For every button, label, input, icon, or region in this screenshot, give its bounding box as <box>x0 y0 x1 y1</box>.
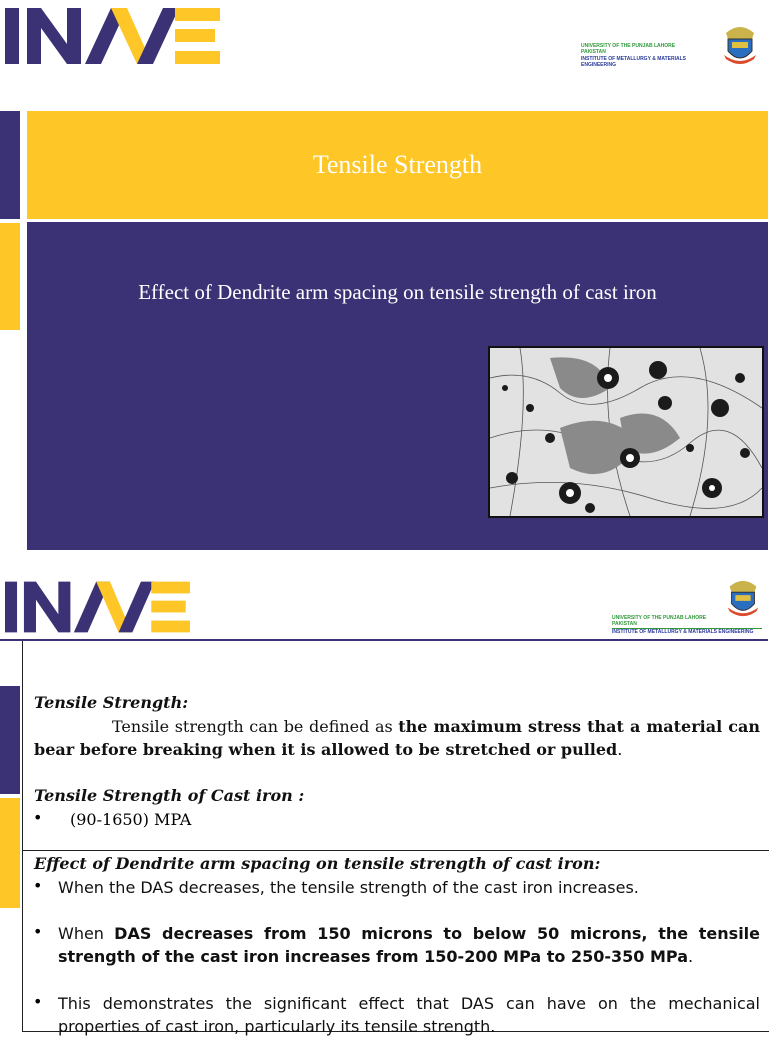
bullet2-prefix: When <box>58 924 115 943</box>
definition-paragraph <box>34 715 760 761</box>
content-band <box>27 222 768 550</box>
left-accent-bar-yellow-2 <box>0 798 20 908</box>
left-accent-bar-yellow <box>0 223 20 330</box>
institute-name: INSTITUTE OF METALLURGY & MATERIALS ENGINEERING <box>581 56 686 68</box>
definition-suffix: . <box>617 740 623 759</box>
university-country-2: PAKISTAN <box>612 620 637 627</box>
inme-logo <box>5 4 220 68</box>
bullet-dot: • <box>33 876 43 895</box>
left-accent-bar <box>0 111 20 219</box>
slide-2 <box>0 568 768 1036</box>
bullet2-bold: DAS decreases from 150 microns to below 50 microns, the tensile strength of the cast iron increases from 150-200 MPa to 250-350 MPa <box>58 924 761 966</box>
cast-iron-range: (90-1650) MPA <box>70 810 192 829</box>
university-crest-icon <box>718 25 762 70</box>
slide-subtitle: Effect of Dendrite arm spacing on tensile strength of cast iron <box>138 280 657 304</box>
heading-cast-iron: Tensile Strength of Cast iron : <box>34 786 305 805</box>
institute-name-2: INSTITUTE OF METALLURGY & MATERIALS ENGINEERING <box>612 629 754 635</box>
bullet-dot: • <box>33 808 43 827</box>
left-accent-bar-2 <box>0 686 20 794</box>
microstructure-image <box>488 346 764 518</box>
university-country: PAKISTAN <box>581 48 606 55</box>
heading-tensile-strength: Tensile Strength: <box>34 693 189 712</box>
definition-prefix: Tensile strength can be defined as <box>112 717 399 736</box>
university-label <box>581 44 721 68</box>
bullet-dot: • <box>33 992 43 1011</box>
inme-logo-2 <box>5 578 190 636</box>
university-crest-icon-2 <box>722 576 764 625</box>
definition-bold: the maximum stress that a material can bear before breaking when it is allowed to be stretched or pulled <box>34 717 760 759</box>
bullet-das-range <box>58 922 760 968</box>
university-name: UNIVERSITY OF THE PUNJAB LAHORE <box>581 43 676 49</box>
bullet-das-significance: This demonstrates the significant effect that DAS can have on the mechanical properties of cast iron, particularly its tensile strength. <box>58 994 760 1036</box>
bullet2-suffix: . <box>687 947 694 966</box>
university-name-2: UNIVERSITY OF THE PUNJAB LAHORE <box>612 615 707 621</box>
bullet-das-decrease: When the DAS decreases, the tensile strength of the cast iron increases. <box>58 878 639 897</box>
title-band <box>27 111 768 219</box>
slide-title: Tensile Strength <box>312 150 483 179</box>
heading-das-effect: Effect of Dendrite arm spacing on tensile strength of cast iron: <box>34 854 601 873</box>
bullet-dot: • <box>33 922 43 941</box>
